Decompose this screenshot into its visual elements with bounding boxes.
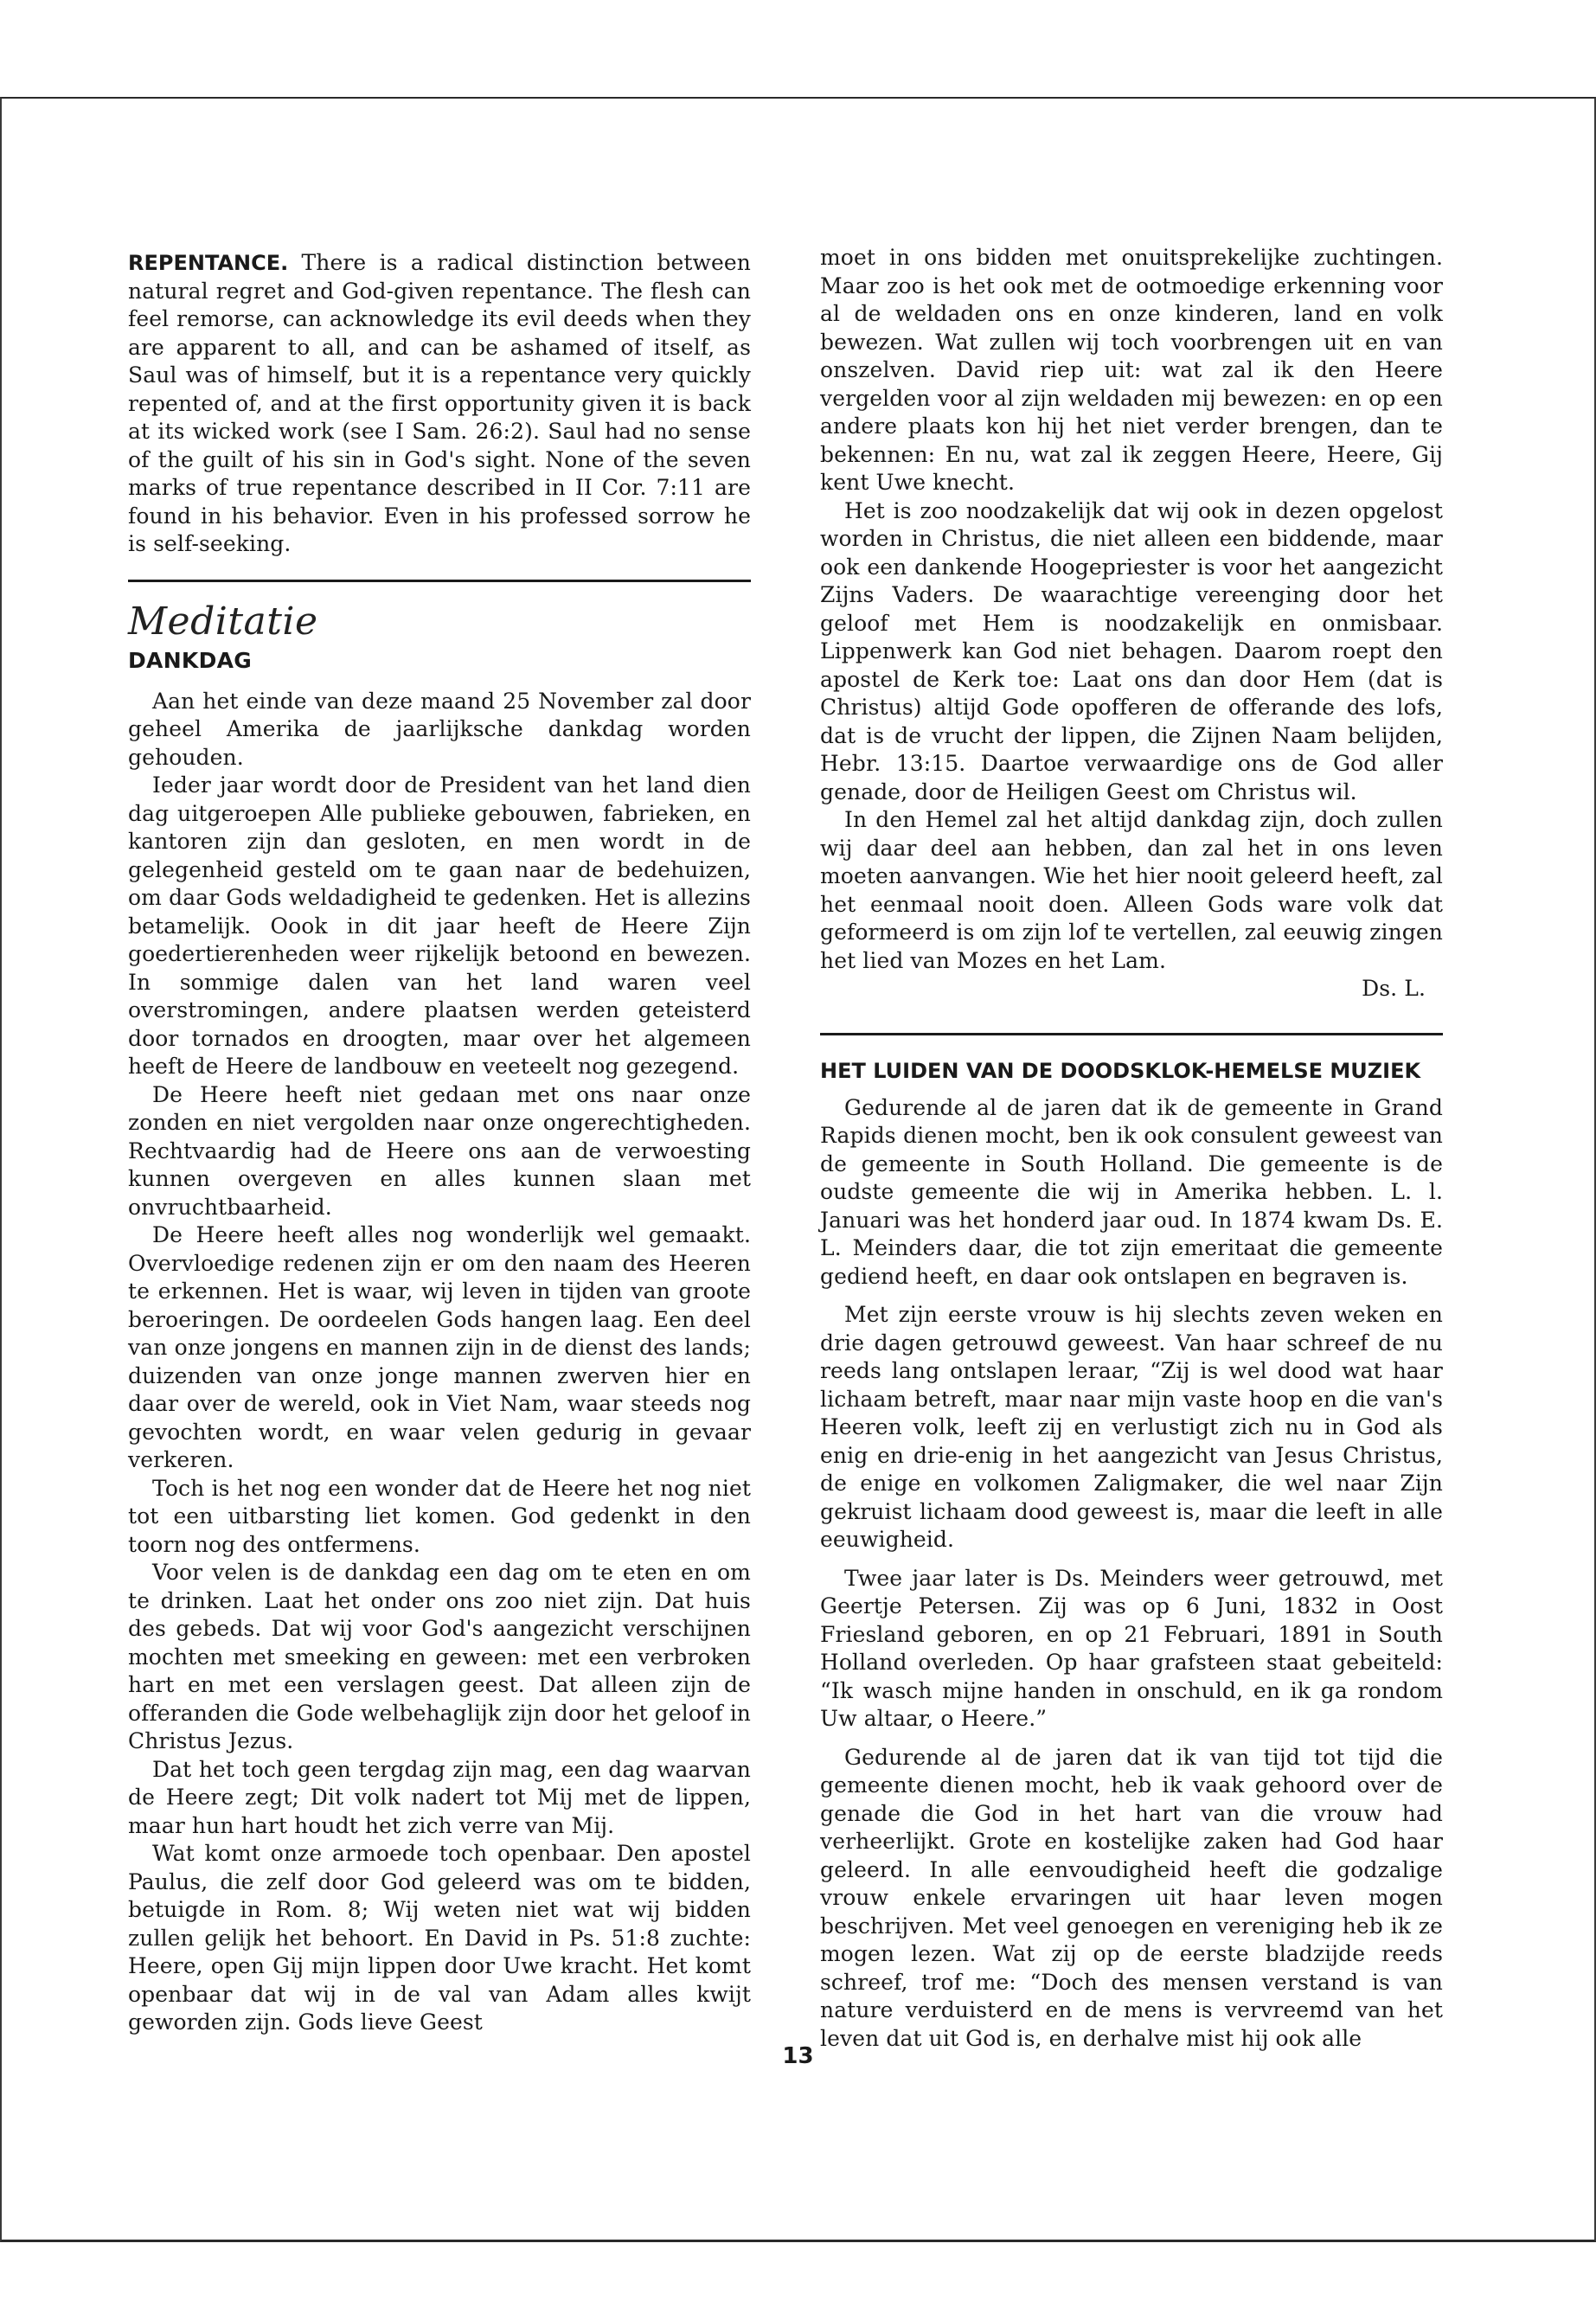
doodsklok-paragraph: Met zijn eerste vrouw is hij slechts zeven weken en drie dagen getrouwd geweest. Van haar schreef de nu reeds lang ontslapen leraar, “Zij is wel dood wat haar lichaam betreft, maar naar mijn vaste hoop en die van's Heeren volk, leeft zij en verlustigt zich nu in God als enig en drie-enig in het aangezicht van Jesus Christus, de enige en volkomen Zaligmaker, die wel naar Zijn gekruist lichaam dood geweest is, maar die leeft in alle eeuwigheid. bbox=[820, 1302, 1443, 1552]
section-divider bbox=[128, 580, 751, 582]
meditatie-paragraph: Wat komt onze armoede toch openbaar. Den apostel Paulus, die zelf door God geleerd was om te bidden, betuigde in Rom. 8; Wij weten niet wat wij bidden zullen gelijk het behoort. En David in Ps. 51:8 zuchte: Heere, open Gij mijn lippen door Uwe kracht. Het komt openbaar dat wij in de val van Adam alles kwijt geworden zijn. Gods lieve Geest bbox=[128, 1841, 751, 2035]
meditatie-paragraph: Toch is het nog een wonder dat de Heere het nog niet tot een uitbarsting liet komen. God gedenkt in den toorn nog des ontfermens. bbox=[128, 1475, 751, 1557]
meditatie-paragraph: De Heere heeft niet gedaan met ons naar onze zonden en niet vergolden naar onze ongerechtigheden. Rechtvaardig had de Heere ons aan de verwoesting kunnen overgeven en alles kunnen slaan met onvruchtbaarheid. bbox=[128, 1081, 751, 1220]
meditatie-paragraph: Ieder jaar wordt door de President van het land dien dag uitgeroepen Alle publieke gebouwen, fabrieken, en kantoren zijn dan gesloten, en men wordt in de gelegenheid gesteld om te gaan naar de bedehuizen, om daar Gods weldadigheid te gedenken. Het is allezins betamelijk. Oook in dit jaar heeft de Heere Zijn goedertierenheden weer rijkelijk betoond en bewezen. In sommige dalen van het land waren veel overstromingen, andere plaatsen werden geteisterd door tornados en droogten, maar over het algemeen heeft de Heere de landbouw en veeteelt nog gezegend. bbox=[128, 772, 751, 1079]
meditatie-paragraph: Voor velen is de dankdag een dag om te eten en om te drinken. Laat het onder ons zoo niet zijn. Dat huis des gebeds. Dat wij voor God's aangezicht verschijnen mochten met smeeking en geween: met een verbroken hart en met een verslagen geest. Dat alleen zijn de offeranden die Gode welbehaglijk zijn door het geloof in Christus Jezus. bbox=[128, 1560, 751, 1753]
meditatie-section-title: Meditatie bbox=[128, 599, 318, 644]
meditatie-continued-paragraph: Het is zoo noodzakelijk dat wij ook in dezen opgelost worden in Christus, die niet alleen een biddende, maar ook een dankende Hoogepriester is voor het aangezicht Zijns Vaders. De waarachtige vereenging door het geloof met Hem is noodzakelijk en onmisbaar. Lippenwerk kan God niet behagen. Daarom roept den apostel de Kerk toe: Laat ons dan door Hem (dat is Christus) altijd Gode opofferen de offerande des lofs, dat is de vrucht der lippen, die Zijnen Naam belijden, Hebr. 13:15. Daartoe verwaardige ons de God aller genade, door de Heiligen Geest om Christus wil. bbox=[820, 497, 1443, 804]
doodsklok-paragraph: Gedurende al de jaren dat ik de gemeente in Grand Rapids dienen mocht, ben ik ook consulent geweest van de gemeente in South Holland. Die gemeente is de oudste gemeente die wij in Amerika hebben. L. l. Januari was het honderd jaar oud. In 1874 kwam Ds. E. L. Meinders daar, die tot zijn emeritaat die gemeente gediend heeft, en daar ook ontslapen en begraven is. bbox=[820, 1094, 1443, 1289]
dankdag-heading: DANKDAG bbox=[128, 647, 253, 673]
signature: Ds. L. bbox=[1362, 976, 1426, 1001]
paragraph-gap bbox=[820, 1291, 1443, 1301]
repentance-text: There is a radical distinction between natural regret and God-given repentance. The flesh can feel remorse, can acknowledge its evil deeds when they are apparent to all, and can be ashamed of itself, as Saul was of himself, but it is a repentance very quickly repented of, and at the first opportunity given it is back at its wicked work (see I Sam. 26:2). Saul had no sense of the guilt of his sin in God's sight. None of the seven marks of true repentance described in II Cor. 7:11 are found in his behavior. Even in his professed sorrow he is self-seeking. bbox=[128, 250, 751, 556]
meditatie-paragraph: De Heere heeft alles nog wonderlijk wel gemaakt. Overvloedige redenen zijn er om den naam des Heeren te erkennen. Het is waar, wij leven in tijden van groote beroeringen. De oordeelen Gods hangen laag. Een deel van onze jongens en mannen zijn in de dienst des lands; duizenden van onze jonge mannen zwerven hier en daar over de wereld, ook in Viet Nam, waar steeds nog gevochten wordt, en waar velen gedurig in gevaar verkeren. bbox=[128, 1222, 751, 1472]
page-number: 13 bbox=[782, 2043, 814, 2069]
doodsklok-paragraph: Twee jaar later is Ds. Meinders weer getrouwd, met Geertje Petersen. Zij was op 6 Juni, 1832 in Oost Friesland geboren, en op 21 Februari, 1891 in South Holland overleden. Op haar grafsteen staat gebeiteld: “Ik wasch mijne handen in onschuld, en ik ga rondom Uw altaar, o Heere.” bbox=[820, 1565, 1443, 1731]
doodsklok-heading: HET LUIDEN VAN DE DOODSKLOK-HEMELSE MUZIEK bbox=[820, 1058, 1421, 1083]
meditatie-paragraph: Dat het toch geen tergdag zijn mag, een dag waarvan de Heere zegt; Dit volk nadert tot Mij met de lippen, maar hun hart houdt het zich verre van Mij. bbox=[128, 1756, 751, 1838]
section-divider bbox=[820, 1033, 1443, 1035]
meditatie-continued-paragraph: moet in ons bidden met onuitsprekelijke zuchtingen. Maar zoo is het ook met de ootmoedige erkenning voor al de weldaden ons en onze kinderen, land en volk bewezen. Wat zullen wij toch voorbrengen uit en van onszelven. David riep uit: wat zal ik den Heere vergelden voor al zijn weldaden mij bewezen: en op een andere plaats kon hij het niet verder brengen, dan te bekennen: En nu, wat zal ik zeggen Heere, Heere, Gij kent Uwe knecht. bbox=[820, 245, 1443, 495]
repentance-kicker: REPENTANCE. bbox=[128, 251, 289, 275]
repentance-paragraph bbox=[128, 249, 751, 559]
meditatie-continued-paragraph: In den Hemel zal het altijd dankdag zijn, doch zullen wij daar deel aan hebben, dan zal het in ons leven moeten aanvangen. Wie het hier nooit geleerd heeft, zal het eenmaal nooit doen. Alleen Gods ware volk dat geformeerd is om zijn lof te vertellen, zal eeuwig zingen het lied van Mozes en het Lam. bbox=[820, 807, 1443, 973]
paragraph-gap bbox=[820, 1734, 1443, 1744]
paragraph-gap bbox=[820, 1554, 1443, 1565]
left-column bbox=[128, 249, 751, 2037]
meditatie-paragraph: Aan het einde van deze maand 25 November zal door geheel Amerika de jaarlijksche dankdag worden gehouden. bbox=[128, 688, 751, 770]
doodsklok-paragraph: Gedurende al de jaren dat ik van tijd tot tijd die gemeente dienen mocht, heb ik vaak gehoord over de genade die God in het hart van die vrouw had verheerlijkt. Grote en kostelijke zaken had God haar geleerd. In alle eenvoudigheid heeft die godzalige vrouw enkele ervaringen uit haar leven mogen beschrijven. Met veel genoegen en vereniging heb ik ze mogen lezen. Wat zij op de eerste bladzijde reeds schreef, trof me: “Doch des mensen verstand is van nature verduisterd en de mens is vervreemd van het leven dat uit God is, en derhalve mist hij ook alle bbox=[820, 1744, 1443, 2051]
right-column bbox=[820, 244, 1443, 2053]
